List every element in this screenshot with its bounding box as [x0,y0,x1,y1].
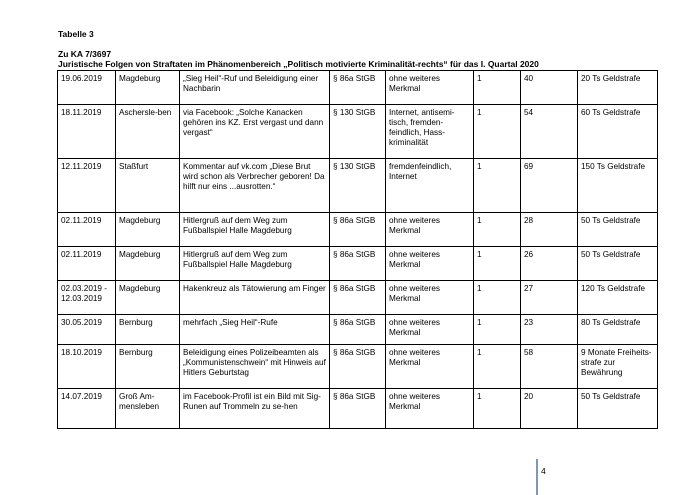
cell-place: Aschersle-ben [116,105,180,159]
cell-place: Magdeburg [116,213,180,247]
cell-date: 02.11.2019 [58,247,116,281]
cell-place: Magdeburg [116,71,180,105]
page-number: 4 [541,466,546,476]
cell-date: 02.11.2019 [58,213,116,247]
cell-motive: ohne weiteres Merkmal [386,389,474,429]
cell-date: 12.11.2019 [58,159,116,213]
cell-place: Magdeburg [116,281,180,315]
cell-desc: im Facebook-Profil ist ein Bild mit Sig-Runen auf Trommeln zu se-hen [180,389,330,429]
cell-place: Groß Am-mensleben [116,389,180,429]
cell-law: § 130 StGB [330,105,386,159]
cell-num: 58 [521,345,578,389]
cell-date: 19.06.2019 [58,71,116,105]
cell-desc: Beleidigung eines Polizeibeamten als „Kommunistenschwein“ mit Hinweis auf Hitlers Geburtstag [180,345,330,389]
cell-num: 26 [521,247,578,281]
cell-desc: Kommentar auf vk.com „Diese Brut wird schon als Verbrecher geboren! Da hilft nur eins ...ausrotten.“ [180,159,330,213]
cell-place: Staßfurt [116,159,180,213]
cell-num: 40 [521,71,578,105]
cell-result: 150 Ts Geldstrafe [578,159,658,213]
cell-motive: ohne weiteres Merkmal [386,281,474,315]
cell-motive: ohne weiteres Merkmal [386,315,474,345]
table-subtitle: Juristische Folgen von Straftaten im Phänomenbereich „Politisch motivierte Kriminalität-rechts“ für das I. Quartal 2020 [58,59,539,69]
cell-motive: ohne weiteres Merkmal [386,247,474,281]
cell-result: 50 Ts Geldstrafe [578,213,658,247]
table-row [58,159,658,213]
cell-n: 1 [474,389,521,429]
cell-desc: Hitlergruß auf dem Weg zum Fußballspiel Halle Magdeburg [180,247,330,281]
cell-desc: mehrfach „Sieg Heil“-Rufe [180,315,330,345]
cell-date: 30.05.2019 [58,315,116,345]
footer-rule [536,459,538,495]
cell-result: 60 Ts Geldstrafe [578,105,658,159]
cell-num: 69 [521,159,578,213]
cell-desc: via Facebook: „Solche Kanacken gehören ins KZ. Erst vergast und dann vergast“ [180,105,330,159]
cell-desc: Hakenkreuz als Tätowierung am Finger [180,281,330,315]
table-row [58,389,658,429]
cell-num: 23 [521,315,578,345]
cell-law: § 86a StGB [330,389,386,429]
cell-result: 9 Monate Freiheits-strafe zur Bewährung [578,345,658,389]
cell-n: 1 [474,159,521,213]
cell-n: 1 [474,345,521,389]
table-row [58,105,658,159]
cell-n: 1 [474,213,521,247]
cell-result: 120 Ts Geldstrafe [578,281,658,315]
cell-num: 54 [521,105,578,159]
cell-law: § 86a StGB [330,281,386,315]
cell-desc: Hitlergruß auf dem Weg zum Fußballspiel Halle Magdeburg [180,213,330,247]
cell-n: 1 [474,281,521,315]
cell-num: 28 [521,213,578,247]
cell-place: Bernburg [116,315,180,345]
cell-law: § 130 StGB [330,159,386,213]
cell-motive: Internet, antisemi-tisch, fremden-feindlich, Hass-kriminalität [386,105,474,159]
cell-date: 18.10.2019 [58,345,116,389]
cell-date: 02.03.2019 - 12.03.2019 [58,281,116,315]
results-table [57,70,658,429]
cell-motive: fremdenfeindlich, Internet [386,159,474,213]
table-row [58,213,658,247]
cell-place: Bernburg [116,345,180,389]
cell-n: 1 [474,71,521,105]
cell-result: 20 Ts Geldstrafe [578,71,658,105]
cell-result: 50 Ts Geldstrafe [578,389,658,429]
cell-date: 14.07.2019 [58,389,116,429]
cell-date: 18.11.2019 [58,105,116,159]
cell-law: § 86a StGB [330,213,386,247]
cell-law: § 86a StGB [330,345,386,389]
cell-law: § 86a StGB [330,247,386,281]
cell-num: 27 [521,281,578,315]
cell-law: § 86a StGB [330,315,386,345]
cell-motive: ohne weiteres Merkmal [386,71,474,105]
table-row [58,71,658,105]
cell-n: 1 [474,105,521,159]
table-row [58,247,658,281]
cell-result: 50 Ts Geldstrafe [578,247,658,281]
cell-place: Magdeburg [116,247,180,281]
cell-result: 80 Ts Geldstrafe [578,315,658,345]
cell-motive: ohne weiteres Merkmal [386,345,474,389]
cell-motive: ohne weiteres Merkmal [386,213,474,247]
table-row [58,345,658,389]
cell-num: 20 [521,389,578,429]
cell-n: 1 [474,247,521,281]
ka-reference: Zu KA 7/3697 [58,49,112,59]
cell-n: 1 [474,315,521,345]
table-row [58,281,658,315]
table-label: Tabelle 3 [58,29,94,39]
table-row [58,315,658,345]
cell-desc: „Sieg Heil“-Ruf und Beleidigung einer Nachbarin [180,71,330,105]
cell-law: § 86a StGB [330,71,386,105]
